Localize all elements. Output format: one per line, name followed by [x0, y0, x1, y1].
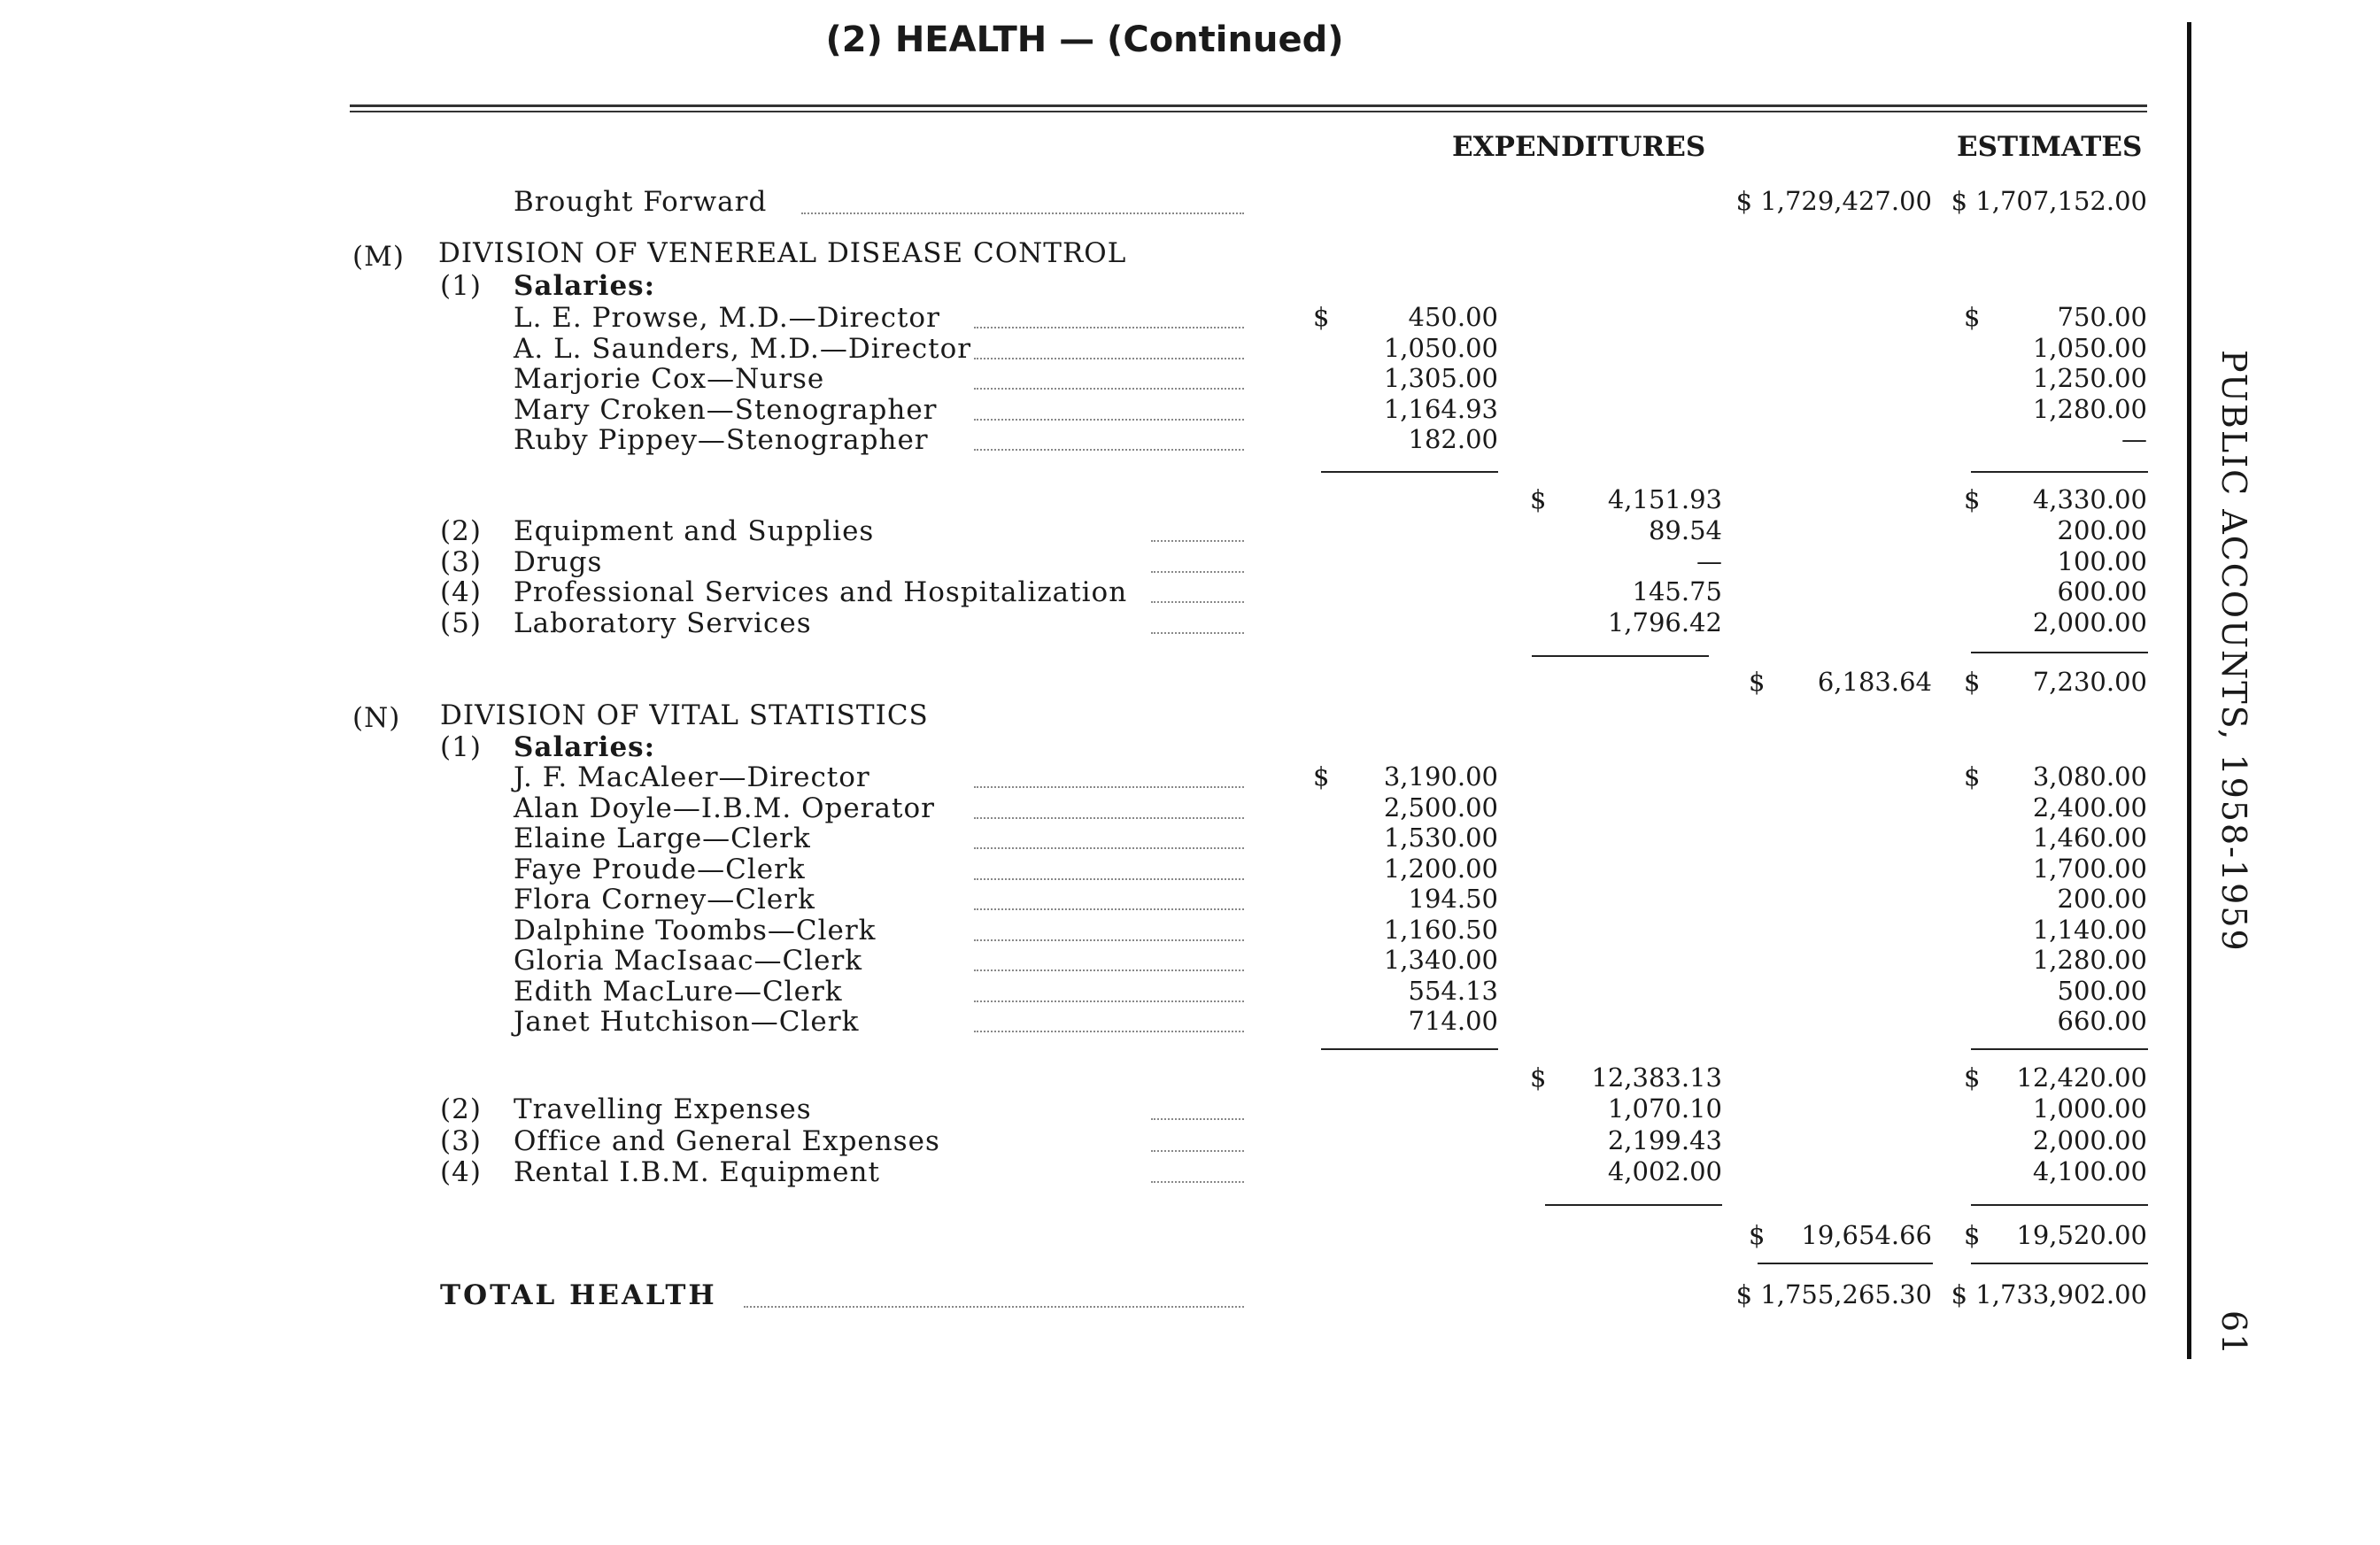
staff-name: Marjorie Cox—Nurse	[514, 363, 825, 395]
header-rule-bottom	[350, 111, 2147, 112]
item-code: (3)	[440, 1124, 482, 1157]
dot-leader	[974, 786, 1244, 788]
staff-expenditure: 1,164.93	[1383, 393, 1498, 424]
dot-leader	[974, 908, 1244, 910]
expenditures-header: EXPENDITURES	[1452, 131, 1706, 163]
item-estimate: 4,100.00	[2032, 1156, 2147, 1186]
item-name: Laboratory Services	[514, 606, 812, 639]
staff-expenditure: 450.00	[1408, 302, 1498, 332]
subtotal-rule	[1971, 471, 2148, 473]
item-expenditure: 1,796.42	[1607, 606, 1722, 637]
dot-leader	[974, 358, 1244, 359]
salaries-total-expenditure: 12,383.13	[1591, 1062, 1722, 1093]
dollar-sign: $	[1964, 302, 1981, 332]
staff-expenditure: 194.50	[1408, 884, 1498, 914]
staff-name: Elaine Large—Clerk	[514, 823, 811, 854]
item-expenditure: 1,070.10	[1607, 1093, 1722, 1124]
dollar-sign: $	[1964, 761, 1981, 792]
total-health-estimate: $ 1,733,902.00	[1951, 1279, 2147, 1309]
dot-leader	[1151, 601, 1244, 603]
item-code: (5)	[440, 606, 482, 639]
staff-estimate: 1,700.00	[2032, 853, 2147, 884]
staff-estimate: 660.00	[2057, 1006, 2147, 1036]
staff-name: Flora Corney—Clerk	[514, 884, 815, 915]
dollar-sign: $	[1530, 1062, 1547, 1093]
dot-leader	[1151, 632, 1244, 634]
salaries-total-estimate: 4,330.00	[2032, 484, 2147, 514]
item-code: (4)	[440, 1156, 482, 1188]
brought-forward-label: Brought Forward	[514, 186, 768, 218]
total-health-label: TOTAL HEALTH	[440, 1279, 717, 1311]
salaries-total-estimate: 12,420.00	[2016, 1062, 2147, 1093]
staff-name: Edith MacLure—Clerk	[514, 975, 843, 1008]
dot-leader	[974, 449, 1244, 451]
division-total-estimate: 19,520.00	[2016, 1220, 2147, 1250]
item-name: Drugs	[514, 545, 603, 578]
staff-estimate: 1,140.00	[2032, 914, 2147, 945]
dot-leader	[974, 847, 1244, 849]
staff-name: Ruby Pippey—Stenographer	[514, 424, 929, 456]
item-name: Rental I.B.M. Equipment	[514, 1156, 880, 1188]
dot-leader	[974, 878, 1244, 880]
item-estimate: 2,000.00	[2032, 606, 2147, 637]
item-estimate: 100.00	[2057, 545, 2147, 576]
dot-leader	[801, 212, 1244, 214]
item-expenditure: 145.75	[1632, 576, 1722, 606]
dollar-sign: $	[1530, 484, 1547, 514]
item-name: Office and General Expenses	[514, 1124, 940, 1157]
staff-estimate: 1,050.00	[2032, 332, 2147, 363]
staff-estimate: —	[2121, 424, 2147, 454]
dollar-sign: $	[1964, 1220, 1981, 1250]
dollar-sign: $	[1964, 667, 1981, 697]
dot-leader	[744, 1306, 1244, 1308]
dot-leader	[974, 419, 1244, 421]
item-expenditure: —	[1696, 545, 1722, 576]
staff-name: Mary Croken—Stenographer	[514, 393, 938, 426]
dollar-sign: $	[1964, 1062, 1981, 1093]
staff-expenditure: 1,530.00	[1383, 823, 1498, 853]
page-number: 61	[2214, 1310, 2253, 1357]
dollar-sign: $	[1313, 302, 1330, 332]
staff-estimate: 1,280.00	[2032, 945, 2147, 975]
subtotal-rule	[1532, 655, 1709, 657]
item-estimate: 2,000.00	[2032, 1124, 2147, 1155]
item-name: Equipment and Supplies	[514, 515, 875, 547]
division-title: DIVISION OF VENEREAL DISEASE CONTROL	[438, 237, 1127, 269]
staff-expenditure: 714.00	[1408, 1006, 1498, 1036]
dot-leader	[1151, 1150, 1244, 1152]
staff-expenditure: 1,200.00	[1383, 853, 1498, 884]
division-code: (N)	[352, 702, 401, 734]
staff-estimate: 200.00	[2057, 884, 2147, 914]
staff-name: Dalphine Toombs—Clerk	[514, 914, 877, 946]
estimates-header: ESTIMATES	[1957, 131, 2143, 163]
dot-leader	[974, 969, 1244, 971]
staff-expenditure: 3,190.00	[1383, 761, 1498, 792]
staff-name: Faye Proude—Clerk	[514, 853, 806, 885]
staff-estimate: 1,460.00	[2032, 823, 2147, 853]
total-health-expenditure: $ 1,755,265.30	[1735, 1279, 1932, 1309]
item-code: (1)	[440, 270, 482, 302]
division-code: (M)	[352, 241, 405, 273]
total-rule	[1758, 1263, 1933, 1264]
division-total-expenditure: 6,183.64	[1817, 667, 1932, 697]
staff-expenditure: 1,305.00	[1383, 363, 1498, 393]
division-total-expenditure: 19,654.66	[1801, 1220, 1932, 1250]
item-estimate: 200.00	[2057, 515, 2147, 545]
dot-leader	[974, 1031, 1244, 1032]
dollar-sign: $	[1749, 667, 1766, 697]
item-name: Travelling Expenses	[514, 1093, 812, 1125]
staff-name: Alan Doyle—I.B.M. Operator	[514, 792, 935, 824]
dot-leader	[974, 939, 1244, 941]
subtotal-rule	[1971, 652, 2148, 653]
staff-estimate: 2,400.00	[2032, 792, 2147, 823]
staff-name: L. E. Prowse, M.D.—Director	[514, 302, 940, 334]
item-expenditure: 89.54	[1648, 515, 1722, 545]
item-code: (2)	[440, 1093, 482, 1125]
staff-expenditure: 1,050.00	[1383, 332, 1498, 363]
dot-leader	[1151, 1181, 1244, 1183]
salaries-label: Salaries:	[514, 270, 656, 302]
staff-expenditure: 182.00	[1408, 424, 1498, 454]
staff-estimate: 500.00	[2057, 975, 2147, 1006]
salaries-label: Salaries:	[514, 731, 656, 763]
item-expenditure: 2,199.43	[1607, 1124, 1722, 1155]
header-rule-top	[350, 104, 2147, 107]
dollar-sign: $	[1313, 761, 1330, 792]
margin-rule	[2187, 22, 2191, 1359]
item-name: Professional Services and Hospitalization	[514, 576, 1128, 608]
subtotal-rule	[1321, 471, 1498, 473]
dot-leader	[1151, 540, 1244, 542]
staff-expenditure: 1,340.00	[1383, 945, 1498, 975]
dot-leader	[1151, 1118, 1244, 1120]
dot-leader	[974, 817, 1244, 819]
brought-forward-estimate: $ 1,707,152.00	[1951, 186, 2147, 216]
item-code: (4)	[440, 576, 482, 608]
item-code: (3)	[440, 545, 482, 578]
staff-expenditure: 554.13	[1408, 975, 1498, 1006]
staff-name: A. L. Saunders, M.D.—Director	[514, 332, 972, 365]
staff-name: Gloria MacIsaac—Clerk	[514, 945, 863, 977]
subtotal-rule	[1971, 1048, 2148, 1050]
division-title: DIVISION OF VITAL STATISTICS	[440, 699, 929, 731]
division-total-estimate: 7,230.00	[2032, 667, 2147, 697]
item-code: (2)	[440, 515, 482, 547]
subtotal-rule	[1321, 1048, 1498, 1050]
staff-estimate: 3,080.00	[2032, 761, 2147, 792]
item-estimate: 1,000.00	[2032, 1093, 2147, 1124]
subtotal-rule	[1545, 1204, 1722, 1206]
staff-expenditure: 1,160.50	[1383, 914, 1498, 945]
total-rule	[1971, 1263, 2148, 1264]
item-code: (1)	[440, 731, 482, 763]
staff-name: J. F. MacAleer—Director	[514, 761, 870, 793]
item-expenditure: 4,002.00	[1607, 1156, 1722, 1186]
dot-leader	[974, 1000, 1244, 1002]
brought-forward-expenditure: $ 1,729,427.00	[1735, 186, 1932, 216]
salaries-total-expenditure: 4,151.93	[1607, 484, 1722, 514]
staff-estimate: 750.00	[2057, 302, 2147, 332]
staff-estimate: 1,280.00	[2032, 393, 2147, 424]
item-estimate: 600.00	[2057, 576, 2147, 606]
page-title: (2) HEALTH — (Continued)	[825, 19, 1344, 60]
dollar-sign: $	[1749, 1220, 1766, 1250]
staff-estimate: 1,250.00	[2032, 363, 2147, 393]
staff-expenditure: 2,500.00	[1383, 792, 1498, 823]
dollar-sign: $	[1964, 484, 1981, 514]
staff-name: Janet Hutchison—Clerk	[514, 1006, 860, 1038]
dot-leader	[974, 327, 1244, 328]
dot-leader	[974, 388, 1244, 390]
subtotal-rule	[1971, 1204, 2148, 1206]
dot-leader	[1151, 571, 1244, 573]
running-header: PUBLIC ACCOUNTS, 1958-1959	[2214, 350, 2253, 953]
